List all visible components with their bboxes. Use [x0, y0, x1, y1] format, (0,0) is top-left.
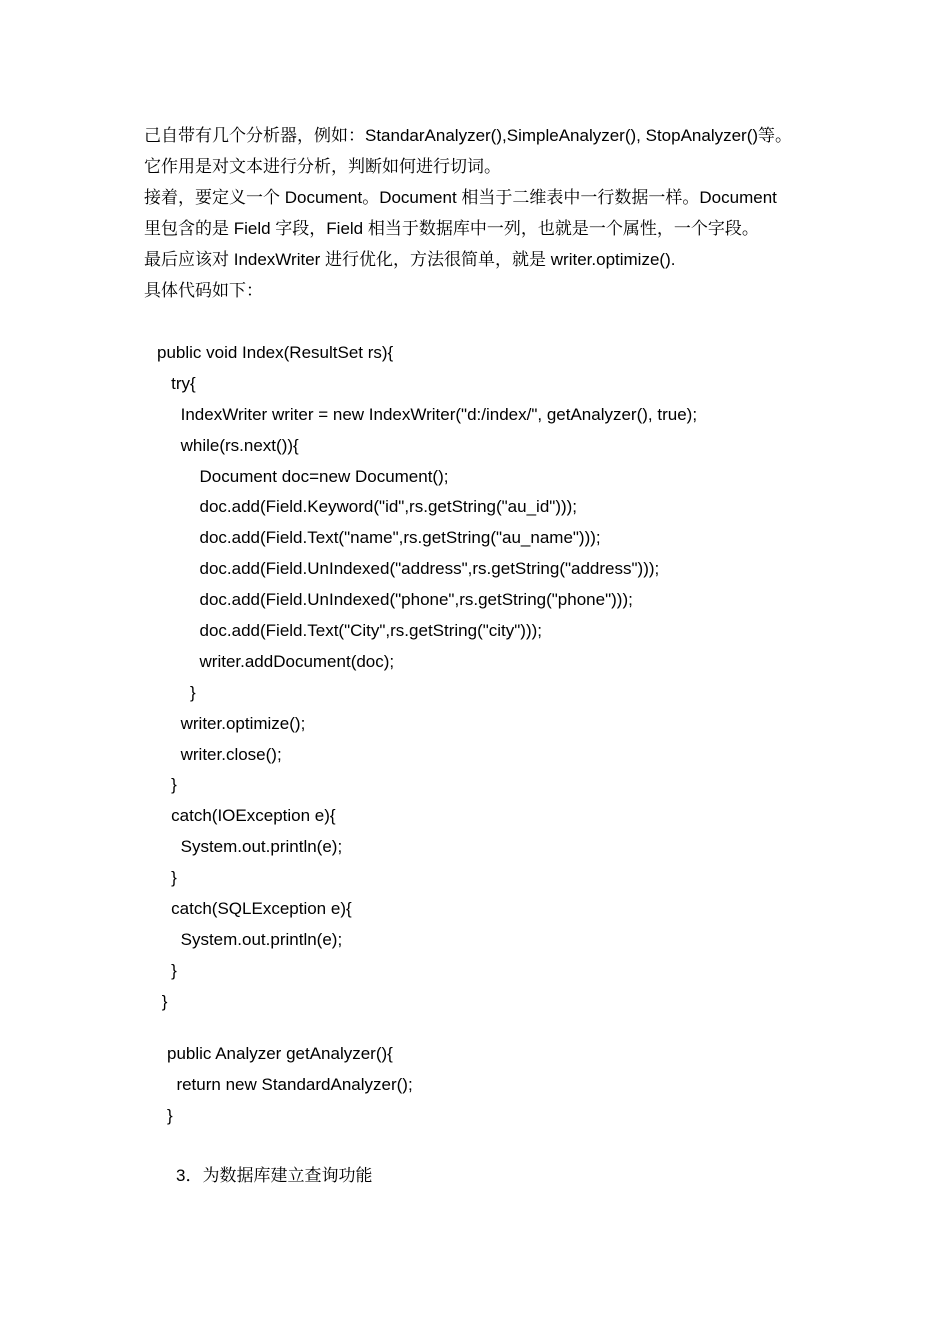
code-line: } [157, 868, 177, 888]
body-text [144, 120, 824, 306]
paragraph-line: 最后应该对 IndexWriter 进行优化，方法很简单，就是 writer.optimize(). [144, 250, 676, 269]
code-line: } [167, 1105, 173, 1125]
code-line: } [157, 960, 177, 980]
code-line: while(rs.next()){ [157, 435, 299, 455]
code-line: doc.add(Field.Keyword("id",rs.getString("au_id"))); [157, 497, 578, 517]
code-line: writer.optimize(); [157, 713, 306, 733]
code-line: IndexWriter writer = new IndexWriter("d:/index/", getAnalyzer(), true); [157, 404, 698, 424]
code-line: doc.add(Field.UnIndexed("address",rs.getString("address"))); [157, 559, 660, 579]
code-line: doc.add(Field.Text("name",rs.getString("au_name"))); [157, 528, 601, 548]
code-line: catch(IOException e){ [157, 806, 336, 826]
code-line: try{ [157, 373, 196, 393]
code-block-index [157, 338, 857, 1018]
code-line: return new StandardAnalyzer(); [167, 1074, 413, 1094]
code-line: System.out.println(e); [157, 929, 343, 949]
paragraph-line: 它作用是对文本进行分析，判断如何进行切词。 [144, 157, 501, 176]
paragraph-line: 里包含的是 Field 字段，Field 相当于数据库中一列，也就是一个属性，一个字段。 [144, 219, 759, 238]
code-line: writer.addDocument(doc); [157, 651, 395, 671]
code-block-analyzer [167, 1039, 867, 1132]
paragraph-line: 接着，要定义一个 Document。Document 相当于二维表中一行数据一样。Document [144, 188, 777, 207]
section-heading: 3．为数据库建立查询功能 [176, 1166, 373, 1185]
code-line: doc.add(Field.Text("City",rs.getString("city"))); [157, 621, 543, 641]
code-line: } [157, 991, 168, 1011]
code-line: } [157, 682, 196, 702]
code-line: public Analyzer getAnalyzer(){ [167, 1044, 393, 1063]
code-line: writer.close(); [157, 744, 282, 764]
code-line: Document doc=new Document(); [157, 466, 449, 486]
code-line: System.out.println(e); [157, 837, 343, 857]
code-line: doc.add(Field.UnIndexed("phone",rs.getString("phone"))); [157, 590, 633, 610]
code-line: catch(SQLException e){ [157, 899, 352, 919]
paragraph-line: 己自带有几个分析器，例如：StandarAnalyzer(),SimpleAnalyzer(), StopAnalyzer()等。 [144, 126, 793, 145]
code-line: } [157, 775, 177, 795]
code-line: public void Index(ResultSet rs){ [157, 343, 394, 362]
paragraph-line: 具体代码如下： [144, 281, 263, 300]
